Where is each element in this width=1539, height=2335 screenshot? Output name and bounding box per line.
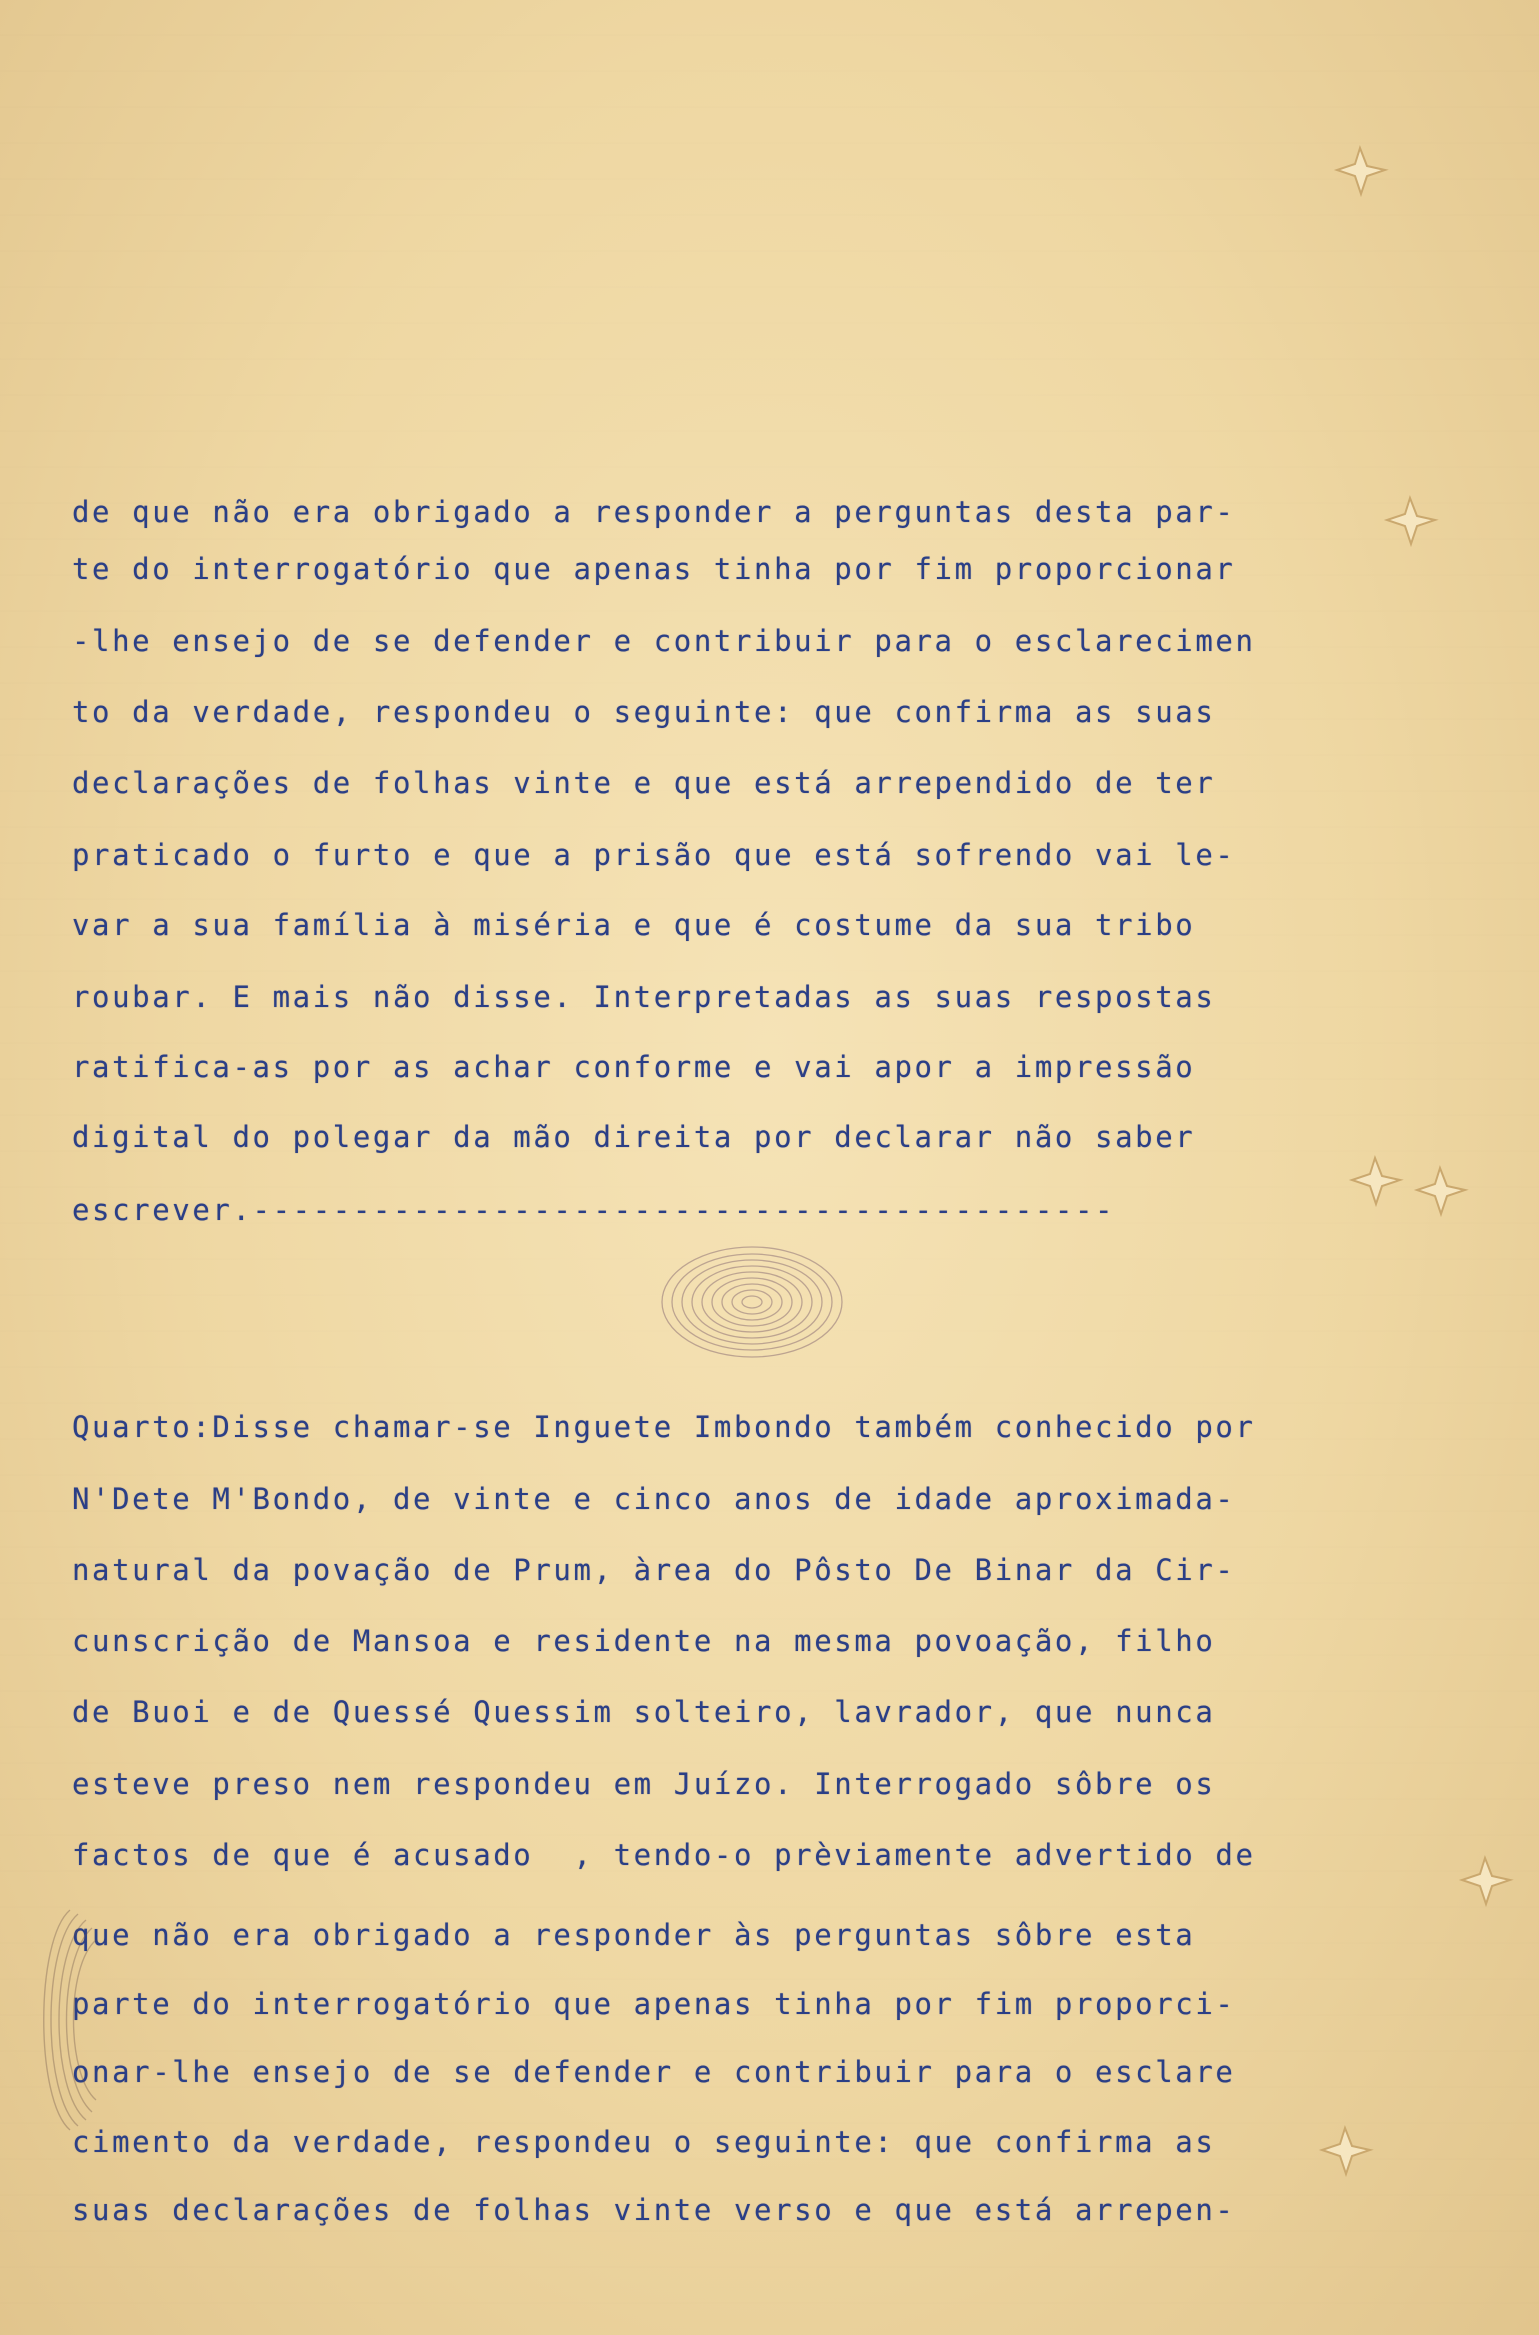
text-line: cimento da verdade, respondeu o seguinte: que confirma as [72,2125,1216,2159]
text-line: te do interrogatório que apenas tinha por fim proporcionar [72,552,1236,586]
punch-hole [1405,1160,1475,1220]
text-line: onar-lhe ensejo de se defender e contribuir para o esclare [72,2055,1236,2089]
text-line: de que não era obrigado a responder a perguntas desta par- [72,495,1236,529]
thumbprint-smudge [30,1900,110,2140]
text-line: N'Dete M'Bondo, de vinte e cinco anos de idade aproximada- [72,1482,1236,1516]
text-line: natural da povação de Prum, àrea do Pôsto De Binar da Cir- [72,1553,1236,1587]
text-line: cunscrição de Mansoa e residente na mesma povoação, filho [72,1624,1216,1658]
text-line: praticado o furto e que a prisão que está sofrendo vai le- [72,838,1236,872]
punch-hole [1450,1850,1520,1910]
text-line: parte do interrogatório que apenas tinha por fim proporci- [72,1987,1236,2021]
punch-hole [1340,1150,1410,1210]
text-line: ratifica-as por as achar conforme e vai apor a impressão [72,1050,1196,1084]
text-line: var a sua família à miséria e que é costume da sua tribo [72,908,1196,942]
punch-hole [1310,2120,1380,2180]
punch-hole [1375,490,1445,550]
text-line: declarações de folhas vinte e que está arrependido de ter [72,766,1216,800]
text-line: -lhe ensejo de se defender e contribuir para o esclarecimen [72,624,1256,658]
text-line: factos de que é acusado , tendo-o prèviamente advertido de [72,1838,1256,1872]
paragraph-2 [72,1410,1256,2227]
text-line: escrever.------------------------------------------- [72,1193,1116,1227]
text-line: to da verdade, respondeu o seguinte: que confirma as suas [72,695,1216,729]
text-line: de Buoi e de Quessé Quessim solteiro, lavrador, que nunca [72,1695,1216,1729]
text-line: esteve preso nem respondeu em Juízo. Interrogado sôbre os [72,1767,1216,1801]
text-line: Quarto:Disse chamar-se Inguete Imbondo também conhecido por [72,1410,1256,1444]
text-line: suas declarações de folhas vinte verso e que está arrepen- [72,2193,1236,2227]
punch-hole [1325,140,1395,200]
text-line: roubar. E mais não disse. Interpretadas as suas respostas [72,980,1216,1014]
text-line: digital do polegar da mão direita por declarar não saber [72,1120,1196,1154]
text-line: que não era obrigado a responder às perguntas sôbre esta [72,1918,1196,1952]
fingerprint-impression [652,1240,852,1365]
paragraph-1 [72,495,1256,1227]
